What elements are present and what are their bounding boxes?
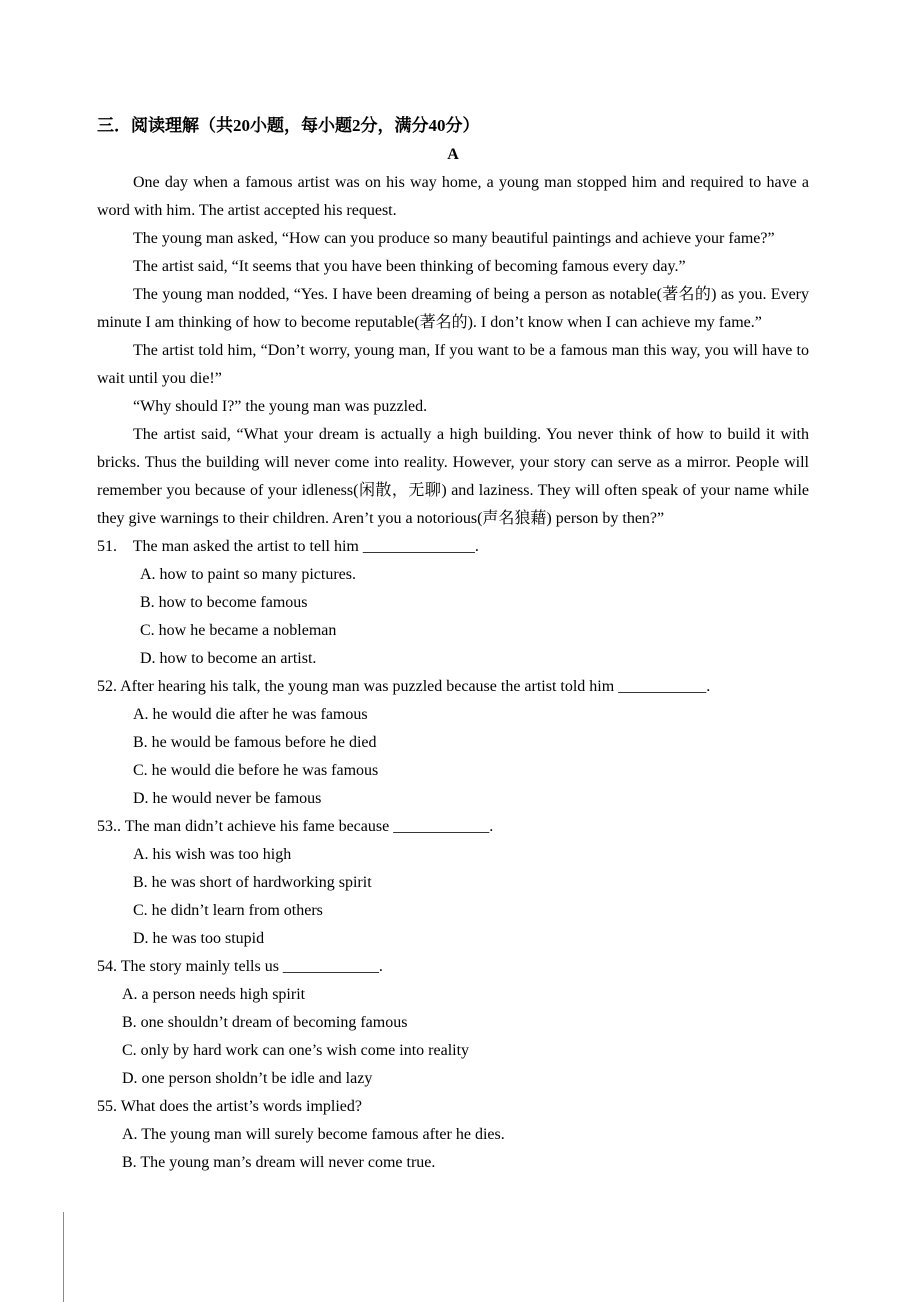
question-option: C. how he became a nobleman: [140, 622, 337, 639]
question-55: [97, 1093, 809, 1177]
question-option: B. The young man’s dream will never come true.: [122, 1154, 436, 1171]
question-option: A. The young man will surely become famous after he dies.: [122, 1126, 505, 1143]
question-stem: 52. After hearing his talk, the young man was puzzled because the artist told him ___________.: [97, 678, 711, 695]
passage-paragraph: The artist said, “It seems that you have been thinking of becoming famous every day.”: [133, 258, 686, 275]
passage-paragraph: The young man nodded, “Yes. I have been dreaming of being a person as notable(著名的) as you. Every minute I am thinking of how to become reputable(著名的). I don’t know when I can achieve my fame.”: [97, 286, 809, 331]
question-option: D. he was too stupid: [133, 930, 265, 947]
question-option: D. how to become an artist.: [140, 650, 317, 667]
passage-paragraph: One day when a famous artist was on his way home, a young man stopped him and required to have a word with him. The artist accepted his request.: [97, 174, 809, 219]
question-option: C. only by hard work can one’s wish come into reality: [122, 1042, 470, 1059]
section-heading: 三．阅读理解（共20小题，每小题2分，满分40分）: [97, 116, 480, 135]
page-content: [97, 112, 809, 1177]
question-stem: 55. What does the artist’s words implied?: [97, 1098, 362, 1115]
question-option: C. he would die before he was famous: [133, 762, 379, 779]
question-option: A. his wish was too high: [133, 846, 292, 863]
question-option: D. one person sholdn’t be idle and lazy: [122, 1070, 373, 1087]
passage-paragraph: The artist told him, “Don’t worry, young man, If you want to be a famous man this way, you will have to wait until you die!”: [97, 342, 809, 387]
passage-paragraph: “Why should I?” the young man was puzzled.: [133, 398, 428, 415]
question-option: D. he would never be famous: [133, 790, 322, 807]
question-option: B. how to become famous: [140, 594, 308, 611]
question-option: B. he was short of hardworking spirit: [133, 874, 372, 891]
passage-paragraph: The young man asked, “How can you produce so many beautiful paintings and achieve your fame?”: [133, 230, 775, 247]
text-boundary-line: [63, 1212, 64, 1302]
question-54: [97, 953, 809, 1093]
question-stem: 53.. The man didn’t achieve his fame because ____________.: [97, 818, 494, 835]
question-stem: 51. The man asked the artist to tell him ______________.: [97, 538, 479, 555]
question-stem: 54. The story mainly tells us ____________.: [97, 958, 383, 975]
question-option: A. a person needs high spirit: [122, 986, 306, 1003]
question-53: [97, 813, 809, 953]
passage-label: A: [447, 146, 459, 163]
question-52: [97, 673, 809, 813]
question-option: B. one shouldn’t dream of becoming famous: [122, 1014, 408, 1031]
question-51: [97, 533, 809, 673]
question-option: C. he didn’t learn from others: [133, 902, 323, 919]
question-option: A. how to paint so many pictures.: [140, 566, 356, 583]
passage-paragraph: The artist said, “What your dream is actually a high building. You never think of how to build it with bricks. Thus the building will never come into reality. However, your story can serve as a mirror. People will remember you because of your idleness(闲散，无聊) and laziness. They will often speak of your name while they give warnings to their children. Aren’t you a notorious(声名狼藉) person by then?”: [97, 426, 809, 527]
question-option: A. he would die after he was famous: [133, 706, 368, 723]
question-option: B. he would be famous before he died: [133, 734, 377, 751]
